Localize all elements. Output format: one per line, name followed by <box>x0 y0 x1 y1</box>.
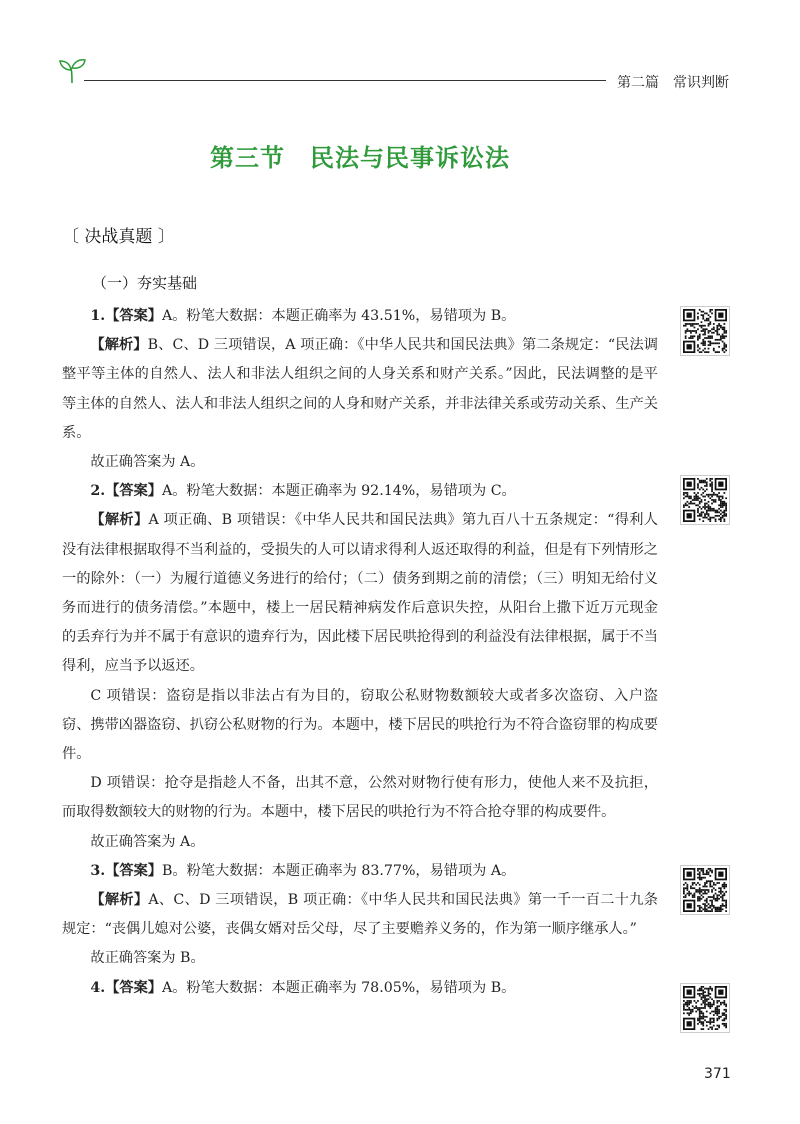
section-title: 第三节 民法与民事诉讼法 <box>210 144 510 172</box>
paragraph <box>62 448 658 477</box>
paragraph <box>62 769 658 827</box>
chapter-label: 常识判断 <box>673 75 729 91</box>
para-label: 4.【答案】 <box>90 979 162 996</box>
paragraph <box>62 828 658 857</box>
paragraph <box>62 331 658 448</box>
para-text: D 项错误：抢夺是指趁人不备，出其不意，公然对财物行使有形力，使他人来不及抗拒，而取得数额较大的财物的行为。本题中，楼下居民的哄抢行为不符合抢夺罪的构成要件。 <box>62 775 658 821</box>
para-label: 【解析】 <box>90 512 149 529</box>
answer-explanations <box>62 302 658 1003</box>
para-text: B、C、D 三项错误，A 项正确：《中华人民共和国民法典》第二条规定：“民法调整平等主体的自然人、法人和非法人组织之间的人身关系和财产关系。”因此，民法调整的是平等主体的自然人、法人和非法人组织之间的人身和财产关系，并非法律关系或劳动关系、生产关系。 <box>62 337 658 441</box>
qr-code-icon[interactable] <box>680 475 730 525</box>
qr-code-icon[interactable] <box>680 865 730 915</box>
para-label: 【解析】 <box>90 892 149 909</box>
para-text: C 项错误：盗窃是指以非法占有为目的，窃取公私财物数额较大或者多次盗窃、入户盗窃、携带凶器盗窃、扒窃公私财物的行为。本题中，楼下居民的哄抢行为不符合盗窃罪的构成要件。 <box>62 687 658 763</box>
para-text: A、C、D 三项错误，B 项正确：《中华人民共和国民法典》第一千一百二十九条规定：“丧偶儿媳对公婆，丧偶女婿对岳父母，尽了主要赡养义务的，作为第一顺序继承人。” <box>62 892 658 938</box>
qr-code-icon[interactable] <box>680 983 730 1033</box>
para-text: 故正确答案为 A。 <box>90 454 205 471</box>
qr-code-icon[interactable] <box>680 306 730 356</box>
paragraph <box>62 944 658 973</box>
para-text: B。粉笔大数据：本题正确率为 83.77%，易错项为 A。 <box>161 862 516 879</box>
para-label: 1.【答案】 <box>90 308 162 324</box>
sprout-icon <box>58 56 88 86</box>
para-text: A。粉笔大数据：本题正确率为 78.05%，易错项为 B。 <box>161 979 516 996</box>
part-label: 第二篇 <box>617 75 659 91</box>
paragraph <box>62 302 658 331</box>
para-text: A。粉笔大数据：本题正确率为 92.14%，易错项为 C。 <box>161 483 516 500</box>
paragraph <box>62 506 658 681</box>
para-label: 2.【答案】 <box>90 483 162 500</box>
paragraph <box>62 974 658 1003</box>
paragraph <box>62 857 658 886</box>
para-text: 故正确答案为 B。 <box>90 950 205 967</box>
para-text: 故正确答案为 A。 <box>90 833 205 850</box>
paragraph <box>62 886 658 944</box>
page-number: 371 <box>704 1066 731 1082</box>
paragraph <box>62 477 658 506</box>
para-text: A。粉笔大数据：本题正确率为 43.51%，易错项为 B。 <box>161 308 516 324</box>
sub-heading: （一）夯实基础 <box>92 274 198 292</box>
header-rule <box>84 80 606 81</box>
para-text: A 项正确、B 项错误：《中华人民共和国民法典》第九百八十五条规定：“得利人没有法律根据取得不当利益的，受损失的人可以请求得利人返还取得的利益，但是有下列情形之一的除外：（一）为履行道德义务进行的给付；（二）债务到期之前的清偿；（三）明知无给付义务而进行的债务清偿。”本题中，楼上一居民精神病发作后意识失控，从阳台上撒下近万元现金的丢弃行为并不属于有意识的遗弃行为，因此楼下居民哄抢得到的利益没有法律根据，属于不当得利，应当予以返还。 <box>62 512 658 675</box>
para-label: 【解析】 <box>90 337 148 354</box>
paragraph <box>62 682 658 770</box>
running-header <box>617 72 729 92</box>
para-label: 3.【答案】 <box>90 862 162 879</box>
bracket-heading: 〔 决战真题 〕 <box>62 227 175 247</box>
